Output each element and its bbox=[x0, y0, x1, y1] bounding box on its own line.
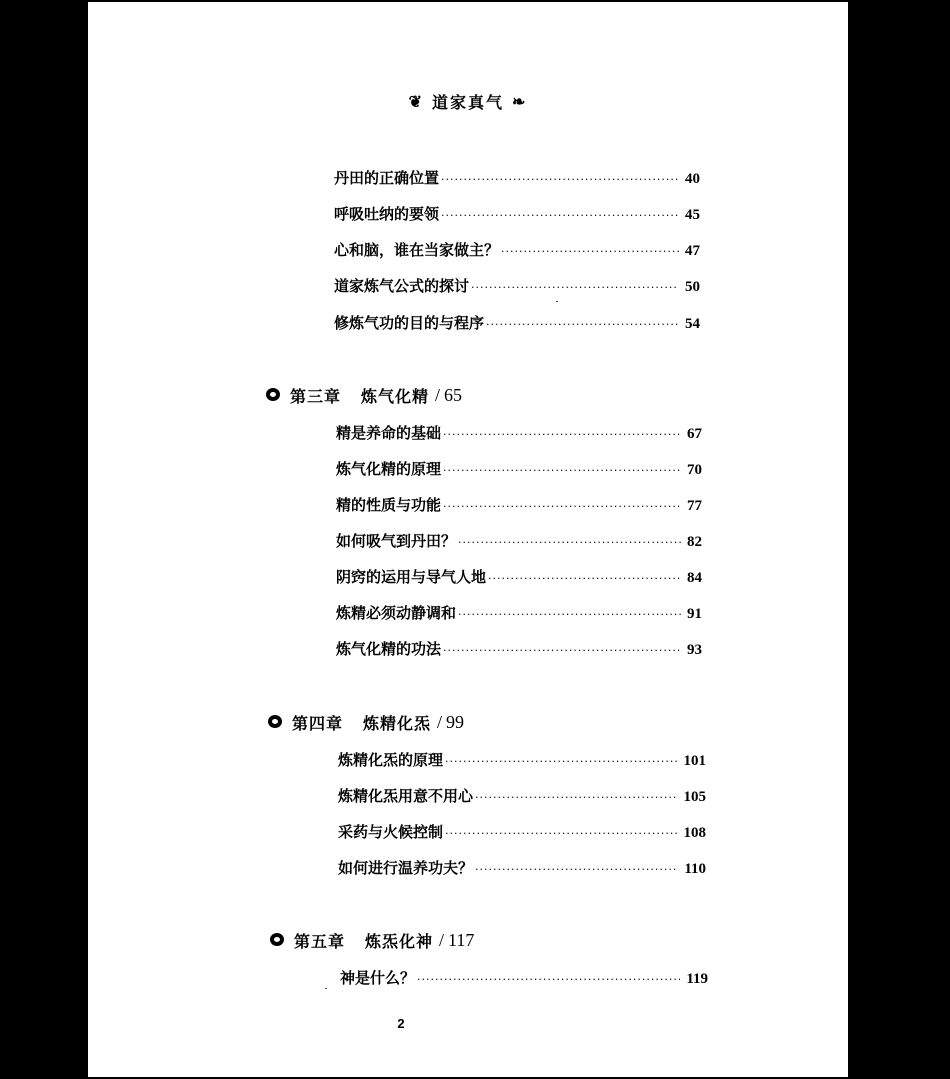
toc-entry-title: 道家炼气公式的探讨 bbox=[334, 277, 470, 295]
leader-dots bbox=[445, 755, 677, 768]
scan-speck bbox=[325, 988, 327, 989]
toc-entry[interactable] bbox=[336, 566, 702, 586]
toc-entry-page: 84 bbox=[687, 570, 702, 586]
toc-entry-title: 丹田的正确位置 bbox=[334, 169, 440, 187]
document-page bbox=[88, 2, 848, 1077]
toc-entry-title: 如何吸气到丹田？ bbox=[336, 532, 457, 550]
toc-entry-title: 炼精必须动静调和 bbox=[336, 604, 457, 622]
chapter-bullet-icon bbox=[268, 714, 286, 730]
chapter-separator: / bbox=[437, 711, 443, 732]
toc-entry[interactable] bbox=[334, 239, 700, 259]
page-number: 2 bbox=[397, 1016, 405, 1031]
toc-entry[interactable] bbox=[340, 967, 708, 987]
toc-entry[interactable] bbox=[336, 602, 702, 622]
chapter-title: 炼精化炁 bbox=[363, 713, 432, 733]
toc-entry-title: 炼精化炁的原理 bbox=[338, 751, 444, 769]
toc-entry-page: 93 bbox=[687, 642, 702, 658]
toc-entry-title: 阴窍的运用与导气人地 bbox=[336, 568, 487, 586]
leader-dots bbox=[475, 791, 677, 804]
toc-entry-page: 108 bbox=[683, 825, 706, 841]
chapter-separator: / bbox=[439, 929, 445, 950]
toc-entry-title: 呼吸吐纳的要领 bbox=[334, 205, 440, 223]
scan-speck bbox=[556, 301, 558, 302]
toc-entry-page: 105 bbox=[683, 789, 706, 805]
chapter-number: 第三章 bbox=[290, 386, 342, 406]
leader-dots bbox=[443, 428, 681, 441]
toc-entry-title: 采药与火候控制 bbox=[338, 823, 444, 841]
toc-entry-page: 54 bbox=[685, 316, 700, 332]
chapter-heading[interactable] bbox=[268, 710, 464, 734]
toc-entry-page: 77 bbox=[687, 498, 702, 514]
toc-entry-page: 82 bbox=[687, 534, 702, 550]
toc-entry[interactable] bbox=[338, 857, 706, 877]
leader-dots bbox=[501, 245, 679, 258]
leader-dots bbox=[475, 863, 678, 876]
chapter-bullet-icon bbox=[270, 932, 288, 948]
chapter-number: 第四章 bbox=[292, 713, 344, 733]
chapter-heading[interactable] bbox=[266, 383, 462, 407]
toc-entry-title: 炼气化精的功法 bbox=[336, 640, 442, 658]
toc-entry-page: 50 bbox=[685, 279, 700, 295]
toc-entry[interactable] bbox=[338, 749, 706, 769]
leader-dots bbox=[441, 209, 679, 222]
chapter-title: 炼气化精 bbox=[361, 386, 430, 406]
leader-dots bbox=[445, 827, 677, 840]
toc-entry-title: 炼气化精的原理 bbox=[336, 460, 442, 478]
leader-dots bbox=[471, 281, 679, 294]
header-title: 道家真气 bbox=[431, 93, 504, 112]
running-header bbox=[88, 90, 848, 113]
toc-entry[interactable] bbox=[334, 203, 700, 223]
toc-entry-page: 110 bbox=[684, 861, 706, 877]
toc-entry[interactable] bbox=[336, 422, 702, 442]
leader-dots bbox=[443, 500, 681, 513]
toc-entry-title: 精的性质与功能 bbox=[336, 496, 442, 514]
toc-entry-page: 101 bbox=[683, 753, 706, 769]
leader-dots bbox=[443, 644, 681, 657]
toc-entry-page: 70 bbox=[687, 462, 702, 478]
leader-dots bbox=[488, 572, 681, 585]
toc-entry-title: 修炼气功的目的与程序 bbox=[334, 314, 485, 332]
leader-dots bbox=[417, 973, 680, 986]
toc-entry[interactable] bbox=[336, 638, 702, 658]
chapter-page: 99 bbox=[446, 711, 465, 732]
chapter-title: 炼炁化神 bbox=[365, 931, 434, 951]
toc-entry-title: 精是养命的基础 bbox=[336, 424, 442, 442]
chapter-heading[interactable] bbox=[270, 928, 474, 952]
leader-dots bbox=[458, 536, 681, 549]
chapter-page: 117 bbox=[448, 929, 475, 950]
ornament-left-icon: ❦ bbox=[408, 92, 424, 111]
toc-entry-page: 67 bbox=[687, 426, 702, 442]
leader-dots bbox=[486, 318, 679, 331]
toc-entry-page: 47 bbox=[685, 243, 700, 259]
chapter-page: 65 bbox=[444, 384, 463, 405]
toc-entry-page: 45 bbox=[685, 207, 700, 223]
toc-entry-title: 心和脑，谁在当家做主？ bbox=[334, 241, 500, 259]
toc-entry[interactable] bbox=[338, 785, 706, 805]
toc-entry[interactable] bbox=[336, 530, 702, 550]
toc-entry[interactable] bbox=[334, 312, 700, 332]
chapter-separator: / bbox=[435, 384, 441, 405]
chapter-bullet-icon bbox=[266, 387, 284, 403]
leader-dots bbox=[458, 608, 681, 621]
ornament-right-icon: ❧ bbox=[512, 92, 528, 111]
leader-dots bbox=[441, 173, 679, 186]
toc-entry[interactable] bbox=[334, 167, 700, 187]
toc-entry-title: 炼精化炁用意不用心 bbox=[338, 787, 474, 805]
toc-entry-page: 91 bbox=[687, 606, 702, 622]
toc-entry[interactable] bbox=[336, 458, 702, 478]
toc-entry-title: 神是什么？ bbox=[340, 969, 416, 987]
toc-entry-page: 119 bbox=[686, 971, 708, 987]
toc-entry-page: 40 bbox=[685, 171, 700, 187]
toc-entry-title: 如何进行温养功夫？ bbox=[338, 859, 474, 877]
toc-entry[interactable] bbox=[336, 494, 702, 514]
chapter-number: 第五章 bbox=[294, 931, 346, 951]
toc-entry[interactable] bbox=[338, 821, 706, 841]
toc-entry[interactable] bbox=[334, 275, 700, 295]
leader-dots bbox=[443, 464, 681, 477]
